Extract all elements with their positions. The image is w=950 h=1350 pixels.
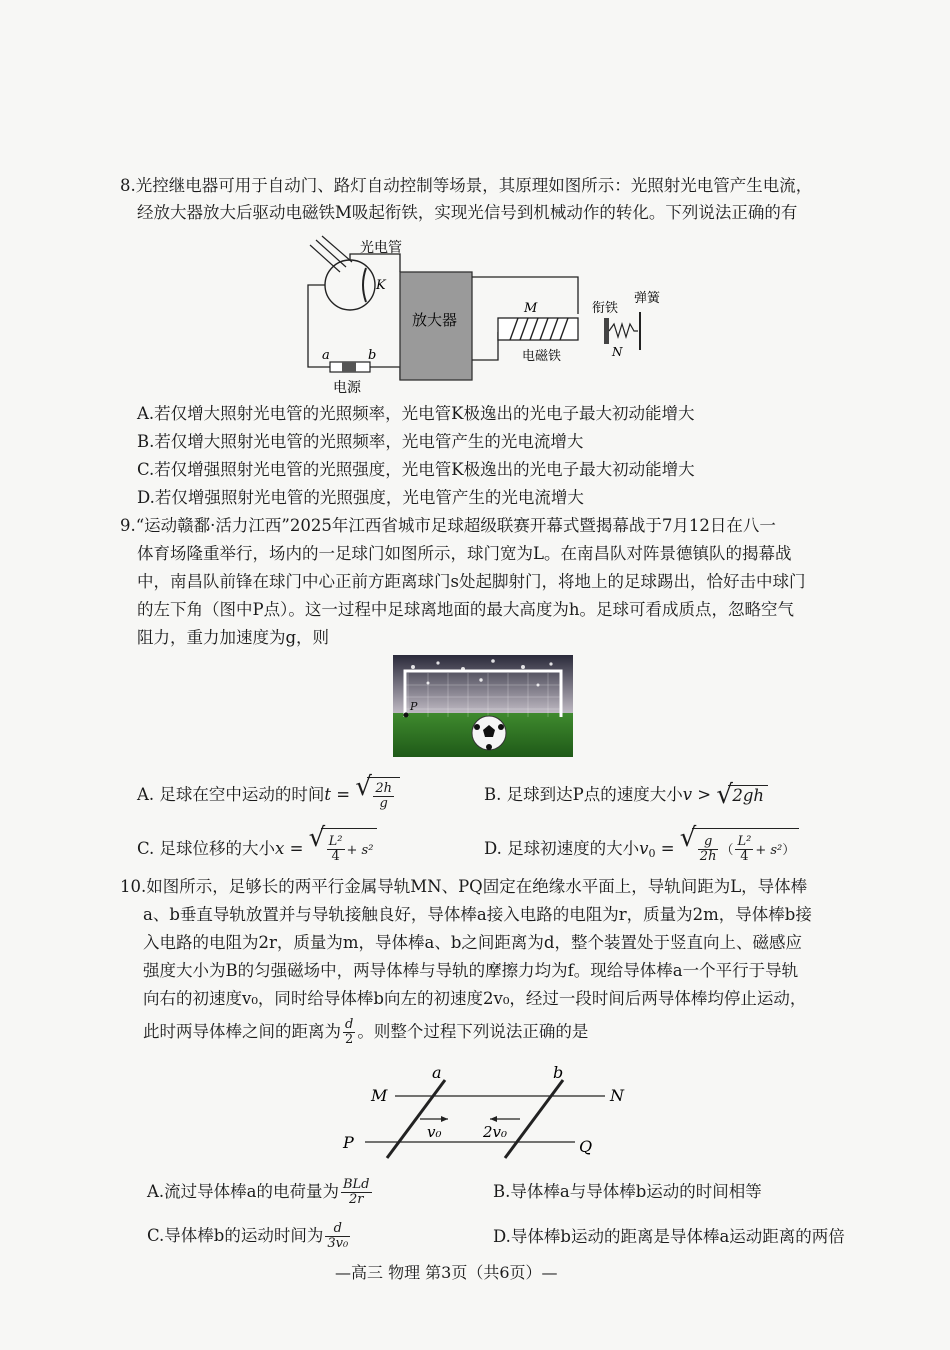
rod-b-label: b bbox=[553, 1063, 564, 1082]
q9-b-sqrt bbox=[728, 785, 768, 806]
q9-c-sqrt bbox=[321, 828, 378, 871]
q9-c-den: 4 bbox=[331, 849, 340, 864]
q9-stem-line5: 阻力，重力加速度为g，则 bbox=[137, 628, 330, 647]
q9-option-b bbox=[484, 777, 768, 813]
soccer-goal-photo bbox=[393, 655, 573, 757]
q9-stem-line4: 的左下角（图中P点）。这一过程中足球离地面的最大高度为h。足球可看成质点，忽略空气 bbox=[137, 600, 794, 619]
q10-option-c-text: C.导体棒b的运动时间为 bbox=[147, 1226, 324, 1245]
q9-option-d-text: D. 足球初速度的大小 bbox=[484, 839, 640, 858]
q10-last-num: d bbox=[345, 1017, 354, 1032]
phototube-label: 光电管 bbox=[360, 240, 402, 256]
q10-stem-line6 bbox=[143, 1014, 588, 1050]
q10-option-a-text: A.流过导体棒a的电荷量为 bbox=[147, 1182, 339, 1201]
q10-option-a bbox=[147, 1172, 374, 1212]
rail-m-label: M bbox=[371, 1086, 388, 1105]
q9-c-num: √ L² bbox=[328, 834, 343, 849]
rail-q-label: Q bbox=[579, 1137, 593, 1156]
q9-d-tail: + s² bbox=[755, 843, 783, 858]
q9-stem-line2: 体育场隆重举行，场内的一足球门如图所示，球门宽为L。在南昌队对阵景德镇队的揭幕战 bbox=[137, 544, 792, 563]
q9-d-den: 2h bbox=[699, 849, 717, 864]
q9-d-num: √ g bbox=[698, 835, 719, 850]
rod-a-label: a bbox=[432, 1063, 442, 1082]
q8-stem-line2: 经放大器放大后驱动电磁铁M吸起衔铁，实现光信号到机械动作的转化。下列说法正确的有 bbox=[137, 203, 798, 222]
q9-b-rad: 2gh bbox=[732, 786, 765, 805]
n-label: N bbox=[612, 345, 623, 359]
q9-d-inner-num: L² bbox=[737, 834, 752, 849]
k-label: K bbox=[376, 278, 386, 293]
q10-a-den: 2r bbox=[349, 1192, 364, 1207]
q10-stem-line2: a、b垂直导轨放置并与导轨接触良好，导体棒a接入电路的电阻为r，质量为2m，导体棒b接 bbox=[143, 905, 812, 924]
page-footer: —高三 物理 第3页（共6页）— bbox=[335, 1263, 558, 1282]
velocity-b-label: 2v₀ bbox=[483, 1123, 508, 1141]
q9-option-b-text: B. 足球到达P点的速度大小 bbox=[484, 785, 683, 804]
q9-d-sqrt: √ $\frac{g}{2h}$ （ $\frac{\text{L²}}{4}$ + s²） bbox=[692, 828, 799, 871]
q8-option-c: C.若仅增强照射光电管的光照强度，光电管K极逸出的光电子最大初动能增大 bbox=[137, 460, 695, 479]
q9-stem-line3: 中，南昌队前锋在球门中心正前方距离球门s处起脚射门，将地上的足球踢出，恰好击中球门 bbox=[137, 572, 806, 591]
q9-c-eq: = bbox=[289, 839, 304, 858]
spring-label: 弹簧 bbox=[634, 291, 661, 306]
q8-option-b: B.若仅增大照射光电管的光照频率，光电管产生的光电流增大 bbox=[137, 432, 584, 451]
q10-rails-diagram bbox=[335, 1062, 635, 1162]
q9-option-c bbox=[137, 828, 377, 868]
q8-option-a: A.若仅增大照射光电管的光照频率，光电管K极逸出的光电子最大初动能增大 bbox=[137, 404, 695, 423]
q8-stem-line1: 8.光控继电器可用于自动门、路灯自动控制等场景，其原理如图所示：光照射光电管产生电流， bbox=[120, 176, 813, 195]
q9-a-eq: = bbox=[336, 785, 351, 804]
m-label: M bbox=[524, 301, 538, 316]
q9-d-eq: = bbox=[660, 839, 675, 858]
q9-option-c-text: C. 足球位移的大小 bbox=[137, 839, 276, 858]
q10-option-b: B.导体棒a与导体棒b运动的时间相等 bbox=[493, 1182, 762, 1201]
q10-last-pre: 此时两导体棒之间的距离为 bbox=[143, 1022, 341, 1041]
velocity-a-label: v₀ bbox=[427, 1123, 442, 1141]
power-label: 电源 bbox=[333, 380, 361, 396]
q9-d-inner-den: 4 bbox=[740, 849, 749, 864]
q9-option-a-text: A. 足球在空中运动的时间 bbox=[137, 785, 325, 804]
q10-a-num: BLd bbox=[343, 1177, 370, 1192]
q10-stem-line1: 10.如图所示，足够长的两平行金属导轨MN、PQ固定在绝缘水平面上，导轨间距为L，导体棒 bbox=[120, 877, 808, 896]
q9-b-var: v bbox=[682, 785, 693, 804]
q9-a-num: √ 2h bbox=[375, 781, 393, 796]
a-terminal-label: a bbox=[322, 348, 330, 363]
q9-option-a bbox=[137, 777, 400, 813]
q9-a-den: g bbox=[379, 796, 388, 811]
q8-option-d: D.若仅增强照射光电管的光照强度，光电管产生的光电流增大 bbox=[137, 488, 584, 507]
q10-stem-line4: 强度大小为B的匀强磁场中，两导体棒与导轨的摩擦力均为f。现给导体棒a一个平行于导轨 bbox=[143, 961, 799, 980]
q9-c-var: x bbox=[275, 839, 285, 858]
q9-a-sqrt bbox=[367, 777, 400, 814]
q10-option-d: D.导体棒b运动的距离是导体棒a运动距离的两倍 bbox=[493, 1227, 845, 1246]
rail-p-label: P bbox=[343, 1133, 354, 1152]
q8-circuit-diagram bbox=[300, 232, 670, 402]
amplifier-label: 放大器 bbox=[412, 311, 458, 329]
armature-label: 衔铁 bbox=[592, 301, 619, 316]
q10-stem-line3: 入电路的电阻为2r，质量为m，导体棒a、b之间距离为d，整个装置处于竖直向上、磁感应 bbox=[143, 933, 802, 952]
q10-stem-line5: 向右的初速度v₀，同时给导体棒b向左的初速度2v₀，经过一段时间后两导体棒均停止运动， bbox=[143, 989, 807, 1008]
b-terminal-label: b bbox=[368, 348, 377, 363]
electromagnet-label: 电磁铁 bbox=[522, 349, 562, 364]
q10-last-den: 2 bbox=[345, 1032, 354, 1047]
rail-n-label: N bbox=[610, 1086, 624, 1105]
q9-stem-line1: 9.“运动赣鄱·活力江西”2025年江西省城市足球超级联赛开幕式暨揭幕战于7月12日在八一 bbox=[120, 516, 776, 535]
q9-b-op: > bbox=[697, 785, 712, 804]
q9-d-sub: 0 bbox=[648, 847, 656, 860]
point-p-label: P bbox=[410, 700, 418, 713]
q10-last-post: 。则整个过程下列说法正确的是 bbox=[357, 1022, 589, 1041]
q10-c-den: 3v₀ bbox=[327, 1236, 349, 1251]
q10-c-num: d bbox=[325, 1222, 350, 1237]
q9-d-var: v bbox=[639, 839, 649, 858]
q9-c-tail: + s² bbox=[346, 843, 374, 858]
q9-option-d bbox=[484, 828, 799, 868]
q10-option-c bbox=[147, 1216, 352, 1256]
q9-a-var: t bbox=[324, 785, 332, 804]
